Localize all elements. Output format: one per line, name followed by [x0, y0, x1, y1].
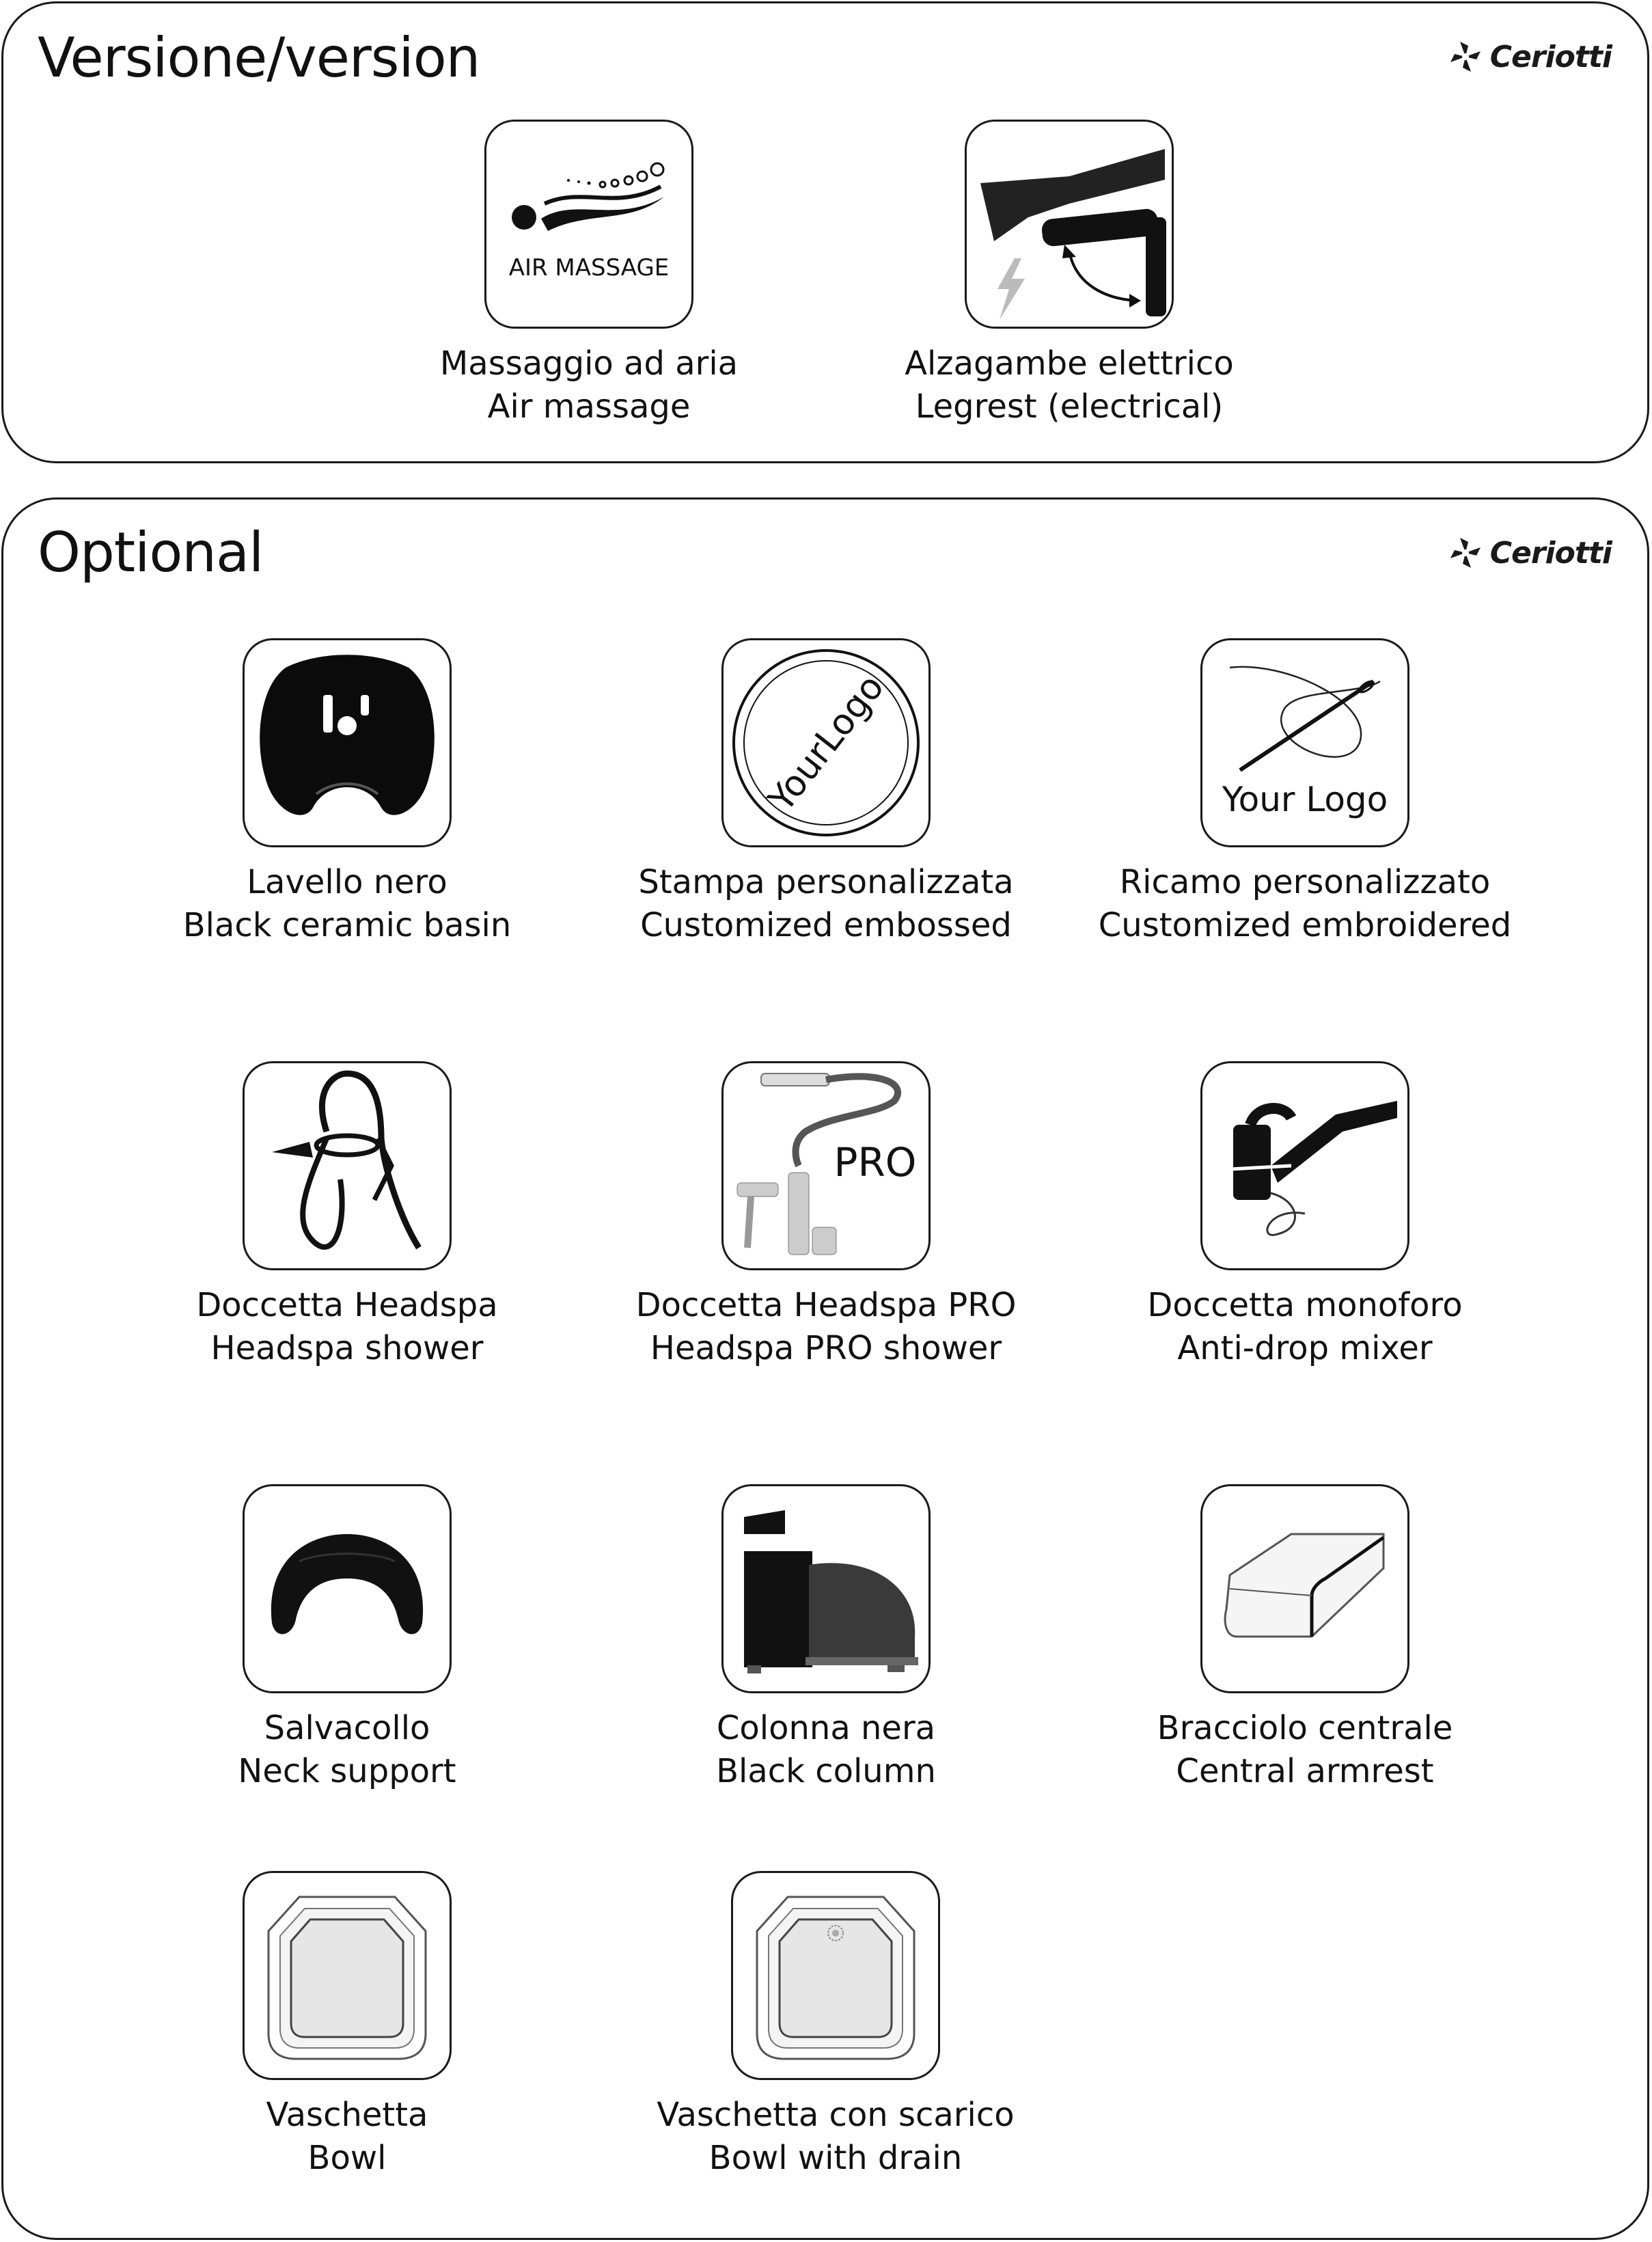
- embroidered-text: Your Logo: [1222, 780, 1388, 819]
- bowl-drain-icon: [731, 1871, 940, 2080]
- neck-support-label: Salvacollo Neck support: [238, 1709, 456, 1790]
- optional-item-mixer[interactable]: [1059, 1061, 1551, 1370]
- electric-legrest-icon: [965, 120, 1174, 329]
- version-item-air-massage[interactable]: [343, 120, 835, 428]
- brand-name: Ceriotti: [1489, 535, 1612, 571]
- flower-icon: [1448, 39, 1483, 74]
- optional-title: Optional: [38, 521, 264, 584]
- version-title: Versione/version: [38, 26, 480, 90]
- optional-item-bowl-drain[interactable]: [590, 1871, 1082, 2180]
- brand-logo: [1448, 535, 1612, 571]
- optional-item-headspa-pro[interactable]: [580, 1061, 1072, 1370]
- bowl-icon: [243, 1871, 452, 2080]
- embossed-logo-icon: [721, 638, 931, 847]
- mixer-tap-icon: [1200, 1061, 1409, 1270]
- headspa-pro-label: Doccetta Headspa PRO Headspa PRO shower: [635, 1286, 1017, 1367]
- neck-support-icon: [243, 1484, 452, 1693]
- optional-item-embroidered[interactable]: [1059, 638, 1551, 947]
- embroidered-label: Ricamo personalizzato Customized embroidered: [1098, 863, 1512, 944]
- pro-text: PRO: [834, 1139, 917, 1186]
- legrest-label: Alzagambe elettrico Legrest (electrical): [905, 344, 1234, 426]
- optional-panel: [1, 497, 1649, 2240]
- black-basin-icon: [243, 638, 452, 847]
- optional-item-black-column[interactable]: [580, 1484, 1072, 1793]
- black-basin-label: Lavello nero Black ceramic basin: [182, 863, 512, 944]
- air-massage-label: Massaggio ad aria Air massage: [439, 344, 739, 426]
- black-column-icon: [721, 1484, 931, 1693]
- bowl-drain-label: Vaschetta con scarico Bowl with drain: [657, 2096, 1015, 2177]
- embroidered-logo-icon: [1200, 638, 1409, 847]
- bowl-label: Vaschetta Bowl: [266, 2096, 428, 2177]
- brand-logo: [1448, 39, 1612, 74]
- armrest-label: Bracciolo centrale Central armrest: [1157, 1709, 1453, 1790]
- version-item-legrest[interactable]: [823, 120, 1315, 428]
- embossed-text: YourLogo: [760, 667, 892, 819]
- brand-name: Ceriotti: [1489, 39, 1612, 74]
- headspa-shower-icon: [243, 1061, 452, 1270]
- armrest-icon: [1200, 1484, 1409, 1693]
- optional-item-black-basin[interactable]: [101, 638, 593, 947]
- flower-icon: [1448, 535, 1483, 571]
- black-column-label: Colonna nera Black column: [716, 1709, 936, 1790]
- version-panel: [1, 1, 1649, 463]
- optional-item-neck-support[interactable]: [101, 1484, 593, 1793]
- mixer-label: Doccetta monoforo Anti-drop mixer: [1147, 1286, 1463, 1367]
- air-massage-text: AIR MASSAGE: [508, 254, 670, 282]
- optional-item-armrest[interactable]: [1059, 1484, 1551, 1793]
- headspa-pro-shower-icon: [721, 1061, 931, 1270]
- optional-item-embossed[interactable]: [580, 638, 1072, 947]
- optional-item-bowl[interactable]: [101, 1871, 593, 2180]
- embossed-label: Stampa personalizzata Customized embossed: [638, 863, 1014, 944]
- optional-item-headspa-shower[interactable]: [101, 1061, 593, 1370]
- headspa-shower-label: Doccetta Headspa Headspa shower: [196, 1286, 498, 1367]
- air-massage-icon: [484, 120, 693, 329]
